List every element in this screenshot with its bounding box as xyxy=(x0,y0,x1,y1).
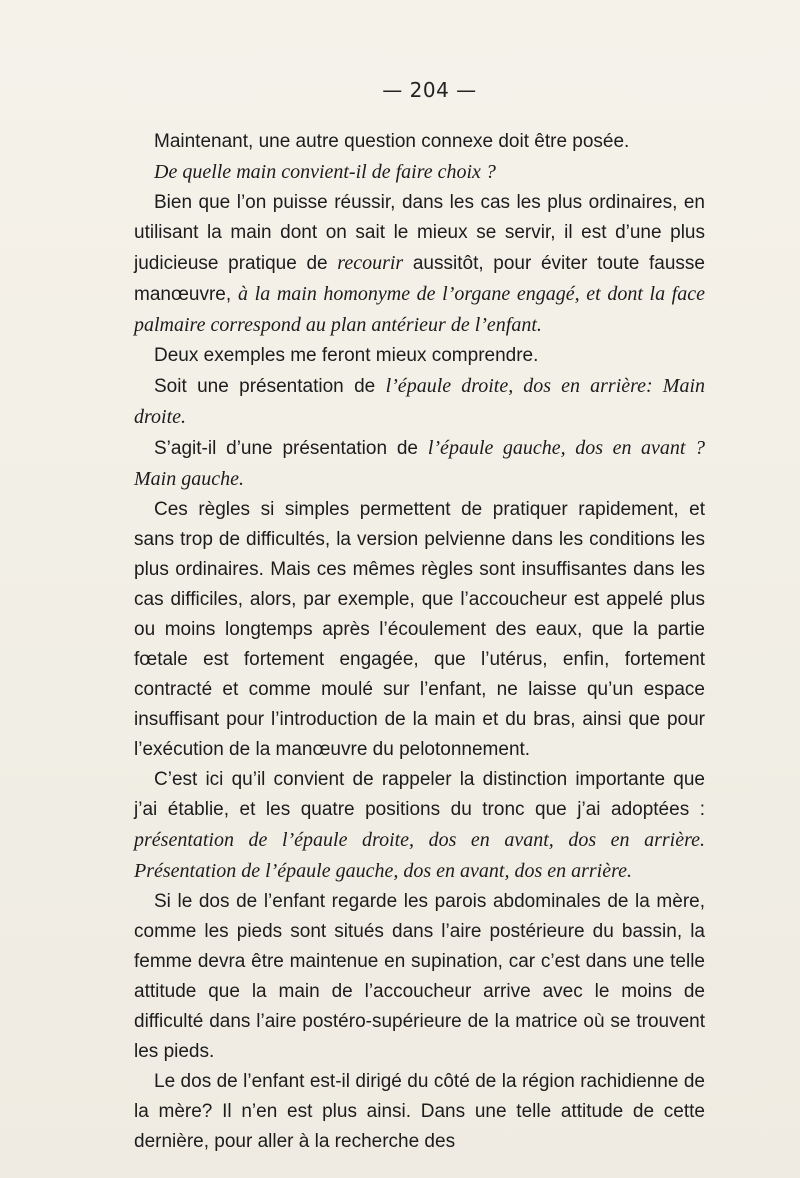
paragraph-p1 xyxy=(134,127,705,157)
italic-text: à la main homonyme de l’organe engagé, et dont la face palmaire correspond au plan antérieur de l’enfant. xyxy=(134,283,705,336)
text-run: Maintenant, une autre question connexe doit être posée. xyxy=(154,131,630,152)
paragraph-p6 xyxy=(134,433,705,495)
paragraph-p3 xyxy=(134,188,705,341)
text-run: Soit une présentation de xyxy=(154,376,386,397)
italic-text: recourir xyxy=(337,252,404,274)
text-run: Bien que l’on puisse réussir, dans les cas les plus ordinaires, en utilisant la main dont on sait le mieux se servir, il est d’une plus judicieuse pratique de xyxy=(134,192,705,274)
paragraph-p7 xyxy=(134,495,705,765)
italic-text: l’épaule gauche, dos en avant ? Main gauche. xyxy=(134,437,706,490)
paragraph-p4 xyxy=(134,341,705,371)
italic-text: De quelle main convient-il de faire choix ? xyxy=(154,161,496,183)
text-run: S’agit-il d’une présentation de xyxy=(154,438,428,459)
paragraph-p5 xyxy=(134,371,705,433)
paragraph-p9 xyxy=(134,887,705,1067)
paragraph-p8 xyxy=(134,765,705,887)
text-run: C’est ici qu’il convient de rappeler la distinction importante que j’ai établie, et les quatre positions du tronc que j’ai adoptées : xyxy=(134,769,705,820)
body-text xyxy=(134,127,705,1157)
text-run: Le dos de l’enfant est-il dirigé du côté de la région rachidienne de la mère? Il n’en est plus ainsi. Dans une telle attitude de cette dernière, pour aller à la recherche des xyxy=(134,1071,705,1152)
page-number: — 204 — xyxy=(382,78,477,102)
italic-text: l’épaule droite, dos en arrière: Main droite. xyxy=(134,375,706,428)
text-run: Si le dos de l’enfant regarde les parois abdominales de la mère, comme les pieds sont situés dans l’aire postérieure du bassin, la femme devra être maintenue en supination, car c’est dans une telle attitude que la main de l’accoucheur arrive avec le moins de difficulté dans l’aire postéro-supérieure de la matrice où se trouvent les pieds. xyxy=(134,891,705,1062)
paragraph-p10 xyxy=(134,1067,705,1157)
text-run: Deux exemples me feront mieux comprendre. xyxy=(154,345,539,366)
text-run: aussitôt, pour éviter toute fausse manœuvre, xyxy=(134,253,705,305)
text-run: Ces règles si simples permettent de pratiquer rapidement, et sans trop de difficultés, la version pelvienne dans les conditions les plus ordinaires. Mais ces mêmes règles sont insuffisantes dans les cas difficiles, alors, par exemple, que l’accoucheur est appelé plus ou moins longtemps après l’écoulement des eaux, que la partie fœtale est fortement engagée, que l’utérus, enfin, fortement contracté et comme moulé sur l’enfant, ne laisse qu’un espace insuffisant pour l’introduction de la main et du bras, ainsi que pour l’exécution de la manœuvre du pelotonnement. xyxy=(134,499,705,760)
italic-text: présentation de l’épaule droite, dos en avant, dos en arrière. Présentation de l’épaule gauche, dos en avant, dos en arrière. xyxy=(134,829,705,882)
paragraph-p2 xyxy=(134,157,705,188)
